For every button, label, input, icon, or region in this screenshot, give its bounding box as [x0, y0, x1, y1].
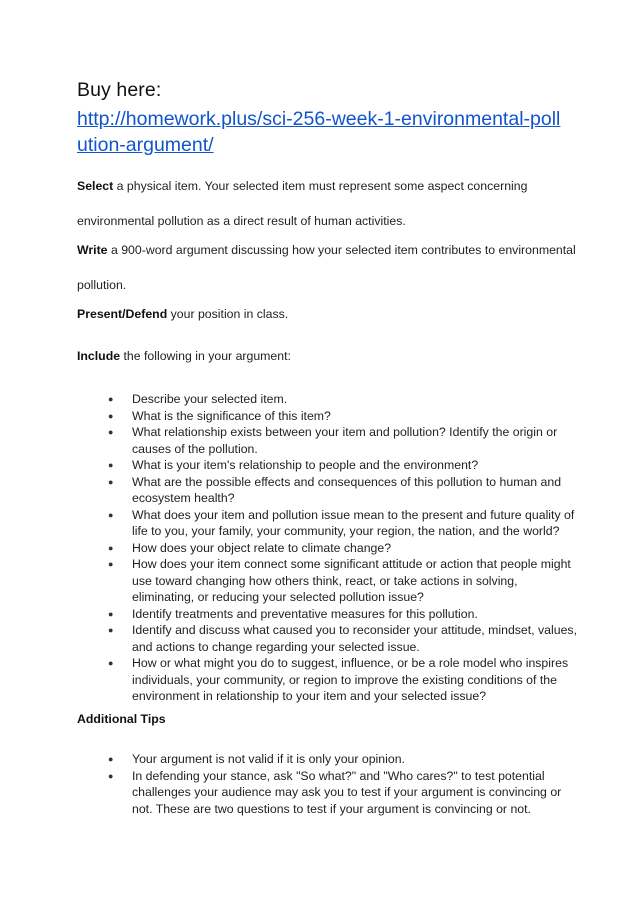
bullet-icon: ● [108, 427, 114, 437]
bullet-icon: ● [108, 394, 114, 404]
include-text: the following in your argument: [120, 349, 291, 363]
include-item [77, 457, 577, 474]
write-paragraph [77, 233, 577, 303]
bullet-icon: ● [108, 658, 114, 668]
select-label: Select [77, 179, 114, 193]
include-item-line: individuals, your community, or region to improve the existing conditions of the [132, 672, 557, 687]
tip-item-line: challenges your audience may ask you to test if your argument is convincing or [132, 785, 562, 799]
select-line-1 [77, 169, 577, 204]
bullet-icon: ● [108, 608, 114, 619]
bullet-icon: ● [108, 770, 114, 781]
include-item-line: What are the possible effects and consequences of this pollution to human and [132, 474, 562, 489]
tip-item-line: not. These are two questions to test if your argument is convincing or not. [132, 801, 531, 816]
include-item [77, 655, 577, 705]
include-item-line: use toward changing how others think, react, or take actions in solving, [132, 573, 518, 588]
write-text: a 900-word argument discussing how your selected item contributes to environmental [107, 243, 576, 257]
additional-tips-heading: Additional Tips [77, 712, 166, 726]
include-bullet-list [77, 391, 577, 705]
select-text: a physical item. Your selected item must represent some aspect concerning [113, 179, 528, 193]
include-item-line: What is your item's relationship to people and the environment? [132, 458, 479, 472]
include-item [77, 556, 577, 606]
bullet-icon: ● [108, 754, 114, 764]
select-line-2: environmental pollution as a direct result of human activities. [77, 214, 406, 228]
include-item-line: What relationship exists between your item and pollution? Identify the origin or [132, 425, 558, 439]
tip-item-line: In defending your stance, ask "So what?" and "Who cares?" to test potential [132, 768, 545, 783]
include-item-line: How does your object relate to climate change? [132, 540, 392, 555]
include-item [77, 606, 577, 623]
bullet-icon: ● [108, 625, 114, 635]
include-item-line: Identify and discuss what caused you to reconsider your attitude, mindset, values, [132, 623, 577, 637]
include-item [77, 474, 577, 507]
include-item-line: Describe your selected item. [132, 392, 288, 406]
write-line-1 [77, 233, 577, 268]
present-paragraph [77, 297, 577, 332]
tip-item [77, 768, 577, 818]
purchase-link[interactable] [77, 106, 572, 158]
include-item [77, 424, 577, 457]
present-label: Present/Defend [77, 307, 168, 321]
bullet-icon: ● [108, 476, 114, 487]
include-label: Include [77, 349, 121, 363]
include-item-line: ecosystem health? [132, 491, 235, 505]
purchase-link-line-2[interactable]: ution-argument/ [77, 134, 214, 156]
include-item-line: eliminating, or reducing your selected pollution issue? [132, 590, 424, 604]
include-item [77, 507, 577, 540]
include-item-line: What does your item and pollution issue mean to the present and future quality of [132, 507, 575, 522]
include-item-line: How or what might you do to suggest, influence, or be a role model who inspires [132, 656, 569, 670]
bullet-icon: ● [108, 559, 114, 569]
bullet-icon: ● [108, 509, 114, 520]
select-paragraph [77, 169, 577, 239]
tip-item-line: Your argument is not valid if it is only your opinion. [132, 752, 405, 766]
include-item-line: life to you, your family, your community, your region, the nation, and the world? [132, 524, 560, 538]
include-item [77, 622, 577, 655]
bullet-icon: ● [108, 410, 114, 421]
include-item [77, 408, 577, 425]
present-text: your position in class. [167, 307, 289, 321]
bullet-icon: ● [108, 542, 114, 553]
write-label: Write [77, 243, 108, 257]
tip-item [77, 751, 577, 768]
include-item-line: causes of the pollution. [132, 441, 258, 456]
include-item-line: environment in relationship to your item and your selected issue? [132, 689, 487, 703]
include-paragraph [77, 339, 577, 374]
write-line-2: pollution. [77, 278, 127, 292]
bullet-icon: ● [108, 460, 114, 470]
include-item-line: and actions to change regarding your selected issue. [132, 639, 420, 654]
purchase-link-line-1[interactable]: http://homework.plus/sci-256-week-1-environmental-poll [77, 108, 561, 130]
include-item-line: How does your item connect some significant attitude or action that people might [132, 557, 571, 571]
include-item [77, 391, 577, 408]
include-item [77, 540, 577, 557]
buy-here-heading: Buy here: [77, 79, 162, 101]
tips-bullet-list [77, 751, 577, 817]
include-item-line: What is the significance of this item? [132, 408, 331, 423]
include-item-line: Identify treatments and preventative measures for this pollution. [132, 606, 478, 621]
